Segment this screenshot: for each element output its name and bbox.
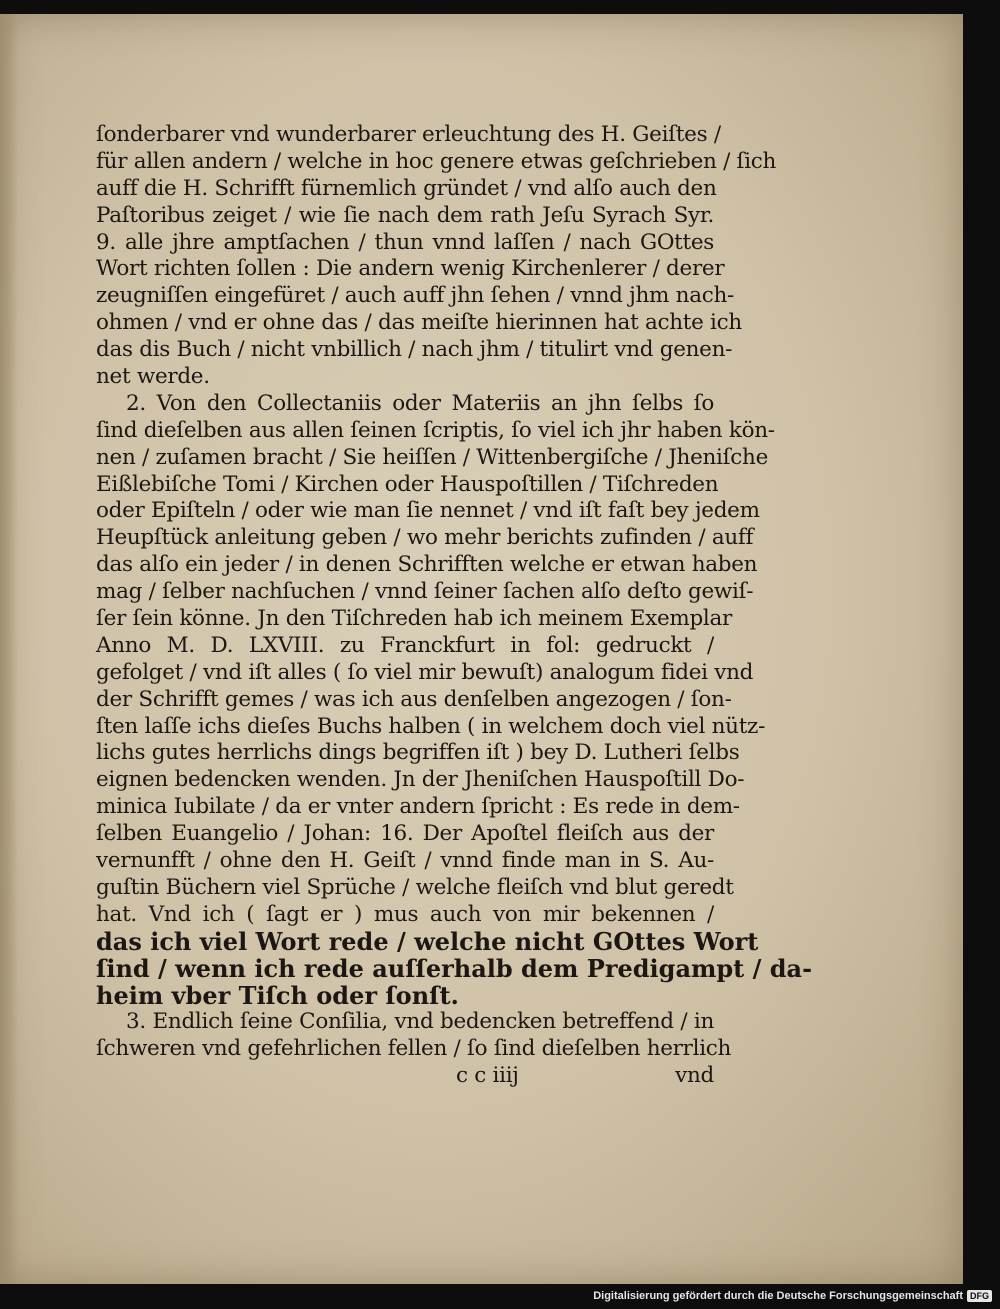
text-line: ſchweren vnd gefehrlichen fellen / ſo ſind dieſelben herrlich (96, 1036, 732, 1062)
book-page (0, 14, 963, 1284)
text-line: 9. alle jhre amptſachen / thun vnnd laſſen / nach GOttes (96, 229, 714, 255)
text-line: Wort richten ſollen : Die andern wenig Kirchenlerer / derer (96, 256, 725, 282)
text-line: Paſtoribus zeiget / wie ſie nach dem rath Jeſu Syrach Syr. (96, 202, 714, 228)
signature-mark: c c iiij (456, 1063, 519, 1089)
dfg-logo-icon: DFG (967, 1290, 992, 1302)
text-line: auff die H. Schrifft fürnemlich gründet / vnd alſo auch den (96, 175, 717, 201)
footer-text: Digitalisierung gefördert durch die Deutsche Forschungsgemeinschaft (593, 1290, 963, 1302)
text-line: das alſo ein jeder / in denen Schrifften welche er etwan haben (96, 552, 758, 578)
text-line: guſtin Büchern viel Sprüche / welche fleiſch vnd blut geredt (96, 874, 734, 900)
text-line: der Schrifft gemes / was ich aus denſelben angezogen / ſon- (96, 686, 732, 712)
text-line: net werde. (96, 364, 210, 390)
footer-credit (593, 1287, 992, 1305)
text-line: hat. Vnd ich ( ſagt er ) mus auch von mir bekennen / (96, 901, 714, 927)
text-line: Anno M. D. LXVIII. zu Franckfurt in fol: gedruckt / (96, 632, 714, 658)
text-line: gefolget / vnd iſt alles ( ſo viel mir bewuſt) analogum fidei vnd (96, 659, 754, 685)
text-line: oder Epiſteln / oder wie man ſie nennet / vnd iſt faſt bey jedem (96, 498, 760, 524)
text-line: ſelben Euangelio / Johan: 16. Der Apoſtel fleiſch aus der (96, 821, 714, 847)
page-text (96, 122, 813, 1090)
text-line: für allen andern / welche in hoc genere etwas geſchrieben / ſich (96, 148, 777, 174)
text-line: ſten laſſe ichs dieſes Buchs halben ( in welchem doch viel nütz- (96, 713, 766, 739)
text-line: ſer ſein könne. Jn den Tiſchreden hab ich meinem Exemplar (96, 606, 732, 632)
text-line: das dis Buch / nicht vnbillich / nach jhm / titulirt vnd genen- (96, 337, 733, 363)
text-line-quote: ſind / wenn ich rede auſſerhalb dem Predigampt / da- (96, 953, 813, 983)
text-line: nen / zuſamen bracht / Sie heiſſen / Wittenbergiſche / Jheniſche (96, 444, 768, 470)
text-line: zeugniſſen eingefüret / auch auff jhn ſehen / vnnd jhm nach- (96, 283, 734, 309)
text-line: mag / ſelber nachſuchen / vnnd ſeiner ſachen alſo deſto gewiſ- (96, 579, 754, 605)
text-line: ohmen / vnd er ohne das / das meiſte hierinnen hat achte ich (96, 310, 742, 336)
signature-line (96, 1063, 714, 1090)
text-line: vernunfft / ohne den H. Geiſt / vnnd finde man in S. Au- (96, 848, 714, 874)
text-line: Eißlebiſche Tomi / Kirchen oder Hauspoſtillen / Tiſchreden (96, 471, 719, 497)
text-line: ſind dieſelben aus allen ſeinen ſcriptis, ſo viel ich jhr haben kön- (96, 417, 775, 443)
text-line: lichs gutes herrlichs dings begriffen iſt ) bey D. Lutheri ſelbs (96, 740, 740, 766)
text-line: Heupſtück anleitung geben / wo mehr berichts zufinden / auff (96, 525, 754, 551)
catchword: vnd (675, 1063, 714, 1089)
text-line: 3. Endlich ſeine Conſilia, vnd bedencken betreffend / in (126, 1009, 714, 1035)
text-line-quote: das ich viel Wort rede / welche nicht GOttes Wort (96, 926, 759, 956)
text-line: minica Iubilate / da er vnter andern ſpricht : Es rede in dem- (96, 794, 740, 820)
text-line: 2. Von den Collectaniis oder Materiis an jhn ſelbs ſo (126, 390, 714, 416)
text-line-quote: heim vber Tiſch oder ſonſt. (96, 980, 459, 1010)
text-line: ſonderbarer vnd wunderbarer erleuchtung des H. Geiſtes / (96, 122, 721, 147)
text-line: eignen bedencken wenden. Jn der Jheniſchen Hauspoſtill Do- (96, 767, 745, 793)
